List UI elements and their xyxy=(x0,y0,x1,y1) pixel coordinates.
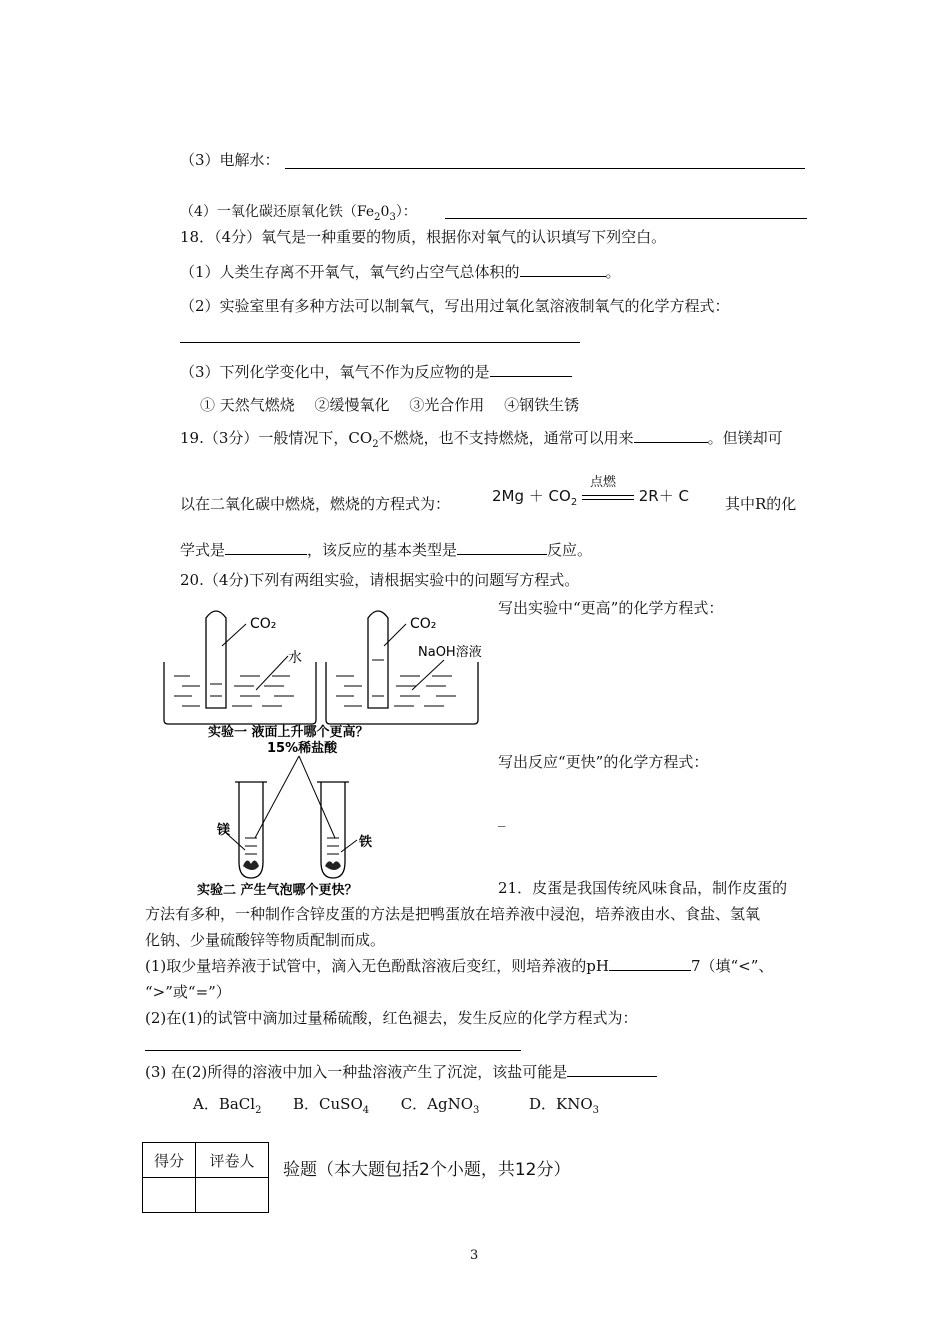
answer-line xyxy=(145,1050,521,1051)
q19-line2b: 其中R的化 xyxy=(725,495,797,513)
experiment2-figure xyxy=(195,738,425,900)
answer-blank xyxy=(225,540,307,555)
q20-stem: 20.（4分)下列有两组实验，请根据实验中的问题写方程式。 xyxy=(180,571,580,589)
q21-stem-a: 21．皮蛋是我国传统风味食品，制作皮蛋的 xyxy=(498,879,788,897)
q19-line3: 学式是 ，该反应的基本类型是 反应。 xyxy=(180,541,593,559)
fe-label: 铁 xyxy=(359,835,373,850)
acid-label: 15%稀盐酸 xyxy=(267,741,338,756)
q20-prompt2: 写出反应“更快”的化学方程式： xyxy=(498,753,709,771)
answer-blank xyxy=(567,1062,657,1077)
reaction-arrow: 点燃 xyxy=(582,487,634,507)
score-cell[interactable] xyxy=(143,1178,196,1213)
water-label: 水 xyxy=(288,650,302,666)
naoh-label: NaOH溶液 xyxy=(418,645,482,660)
q17-item3: （3）电解水： xyxy=(180,151,280,169)
answer-line xyxy=(285,168,805,169)
q18-options: ① 天然气燃烧 ②缓慢氧化 ③光合作用 ④钢铁生锈 xyxy=(200,396,580,414)
experiment1-figure xyxy=(160,600,490,740)
q21-stem-b: 方法有多种，一种制作含锌皮蛋的方法是把鸭蛋放在培养液中浸泡，培养液由水、食盐、氢氧 xyxy=(145,905,761,923)
q18-item3: （3）下列化学变化中，氧气不作为反应物的是 xyxy=(180,362,572,382)
q21-item2: (2)在(1)的试管中滴加过量稀硫酸，红色褪去，发生反应的化学方程式为： xyxy=(145,1009,638,1027)
q18-item1: （1）人类生存离不开氧气，氧气约占空气总体积的 。 xyxy=(180,263,621,281)
page-number: 3 xyxy=(470,1248,479,1263)
answer-blank xyxy=(457,540,547,555)
grader-cell[interactable] xyxy=(196,1178,269,1213)
answer-blank xyxy=(490,362,572,377)
q20-dash: _ xyxy=(498,809,506,827)
q21-item1-cont: “>”或“=”） xyxy=(145,983,231,1001)
q18-stem: 18．（4分）氧气是一种重要的物质，根据你对氧气的认识填写下列空白。 xyxy=(180,228,667,246)
q19-line2a: 以在二氧化碳中燃烧，燃烧的方程式为： xyxy=(180,495,451,513)
q21-stem-c: 化钠、少量硫酸锌等物质配制而成。 xyxy=(145,931,386,949)
score-table xyxy=(142,1142,269,1213)
q19-line1: 19.（3分）一般情况下，$CO_2$不燃烧，也不支持燃烧，通常可以用来 。但镁却可 xyxy=(180,429,783,450)
q21-item1: (1)取少量培养液于试管中，滴入无色酚酞溶液后变红，则培养液的pH 7（填“<”、 xyxy=(145,957,774,975)
answer-line xyxy=(180,342,580,343)
answer-blank xyxy=(634,428,708,443)
experiment2-caption: 实验二 产生气泡哪个更快？ xyxy=(197,883,358,898)
q21-item3: (3) 在(2)所得的溶液中加入一种盐溶液产生了沉淀，该盐可能是 xyxy=(145,1062,657,1082)
answer-line xyxy=(445,218,807,219)
experiment1-caption: 实验一 液面上升哪个更高？ xyxy=(208,725,369,740)
q18-item2: （2）实验室里有多种方法可以制氧气，写出用过氧化氢溶液制氧气的化学方程式： xyxy=(180,297,730,315)
mg-label: 镁 xyxy=(217,823,231,838)
section-title: 验题（本大题包括2个小题，共12分） xyxy=(283,1160,571,1180)
combustion-equation: $2Mg + CO_2$ 点燃 2R＋ C xyxy=(492,474,689,508)
answer-blank xyxy=(520,262,606,277)
co2-label-right: CO₂ xyxy=(410,616,437,632)
answer-blank xyxy=(609,956,691,971)
q21-options: A．BaCl$_2$ B．CuSO$_4$ C．AgNO$_3$ D．$KNO_3$ xyxy=(193,1095,599,1116)
q20-prompt1: 写出实验中“更高”的化学方程式： xyxy=(498,599,724,617)
score-header: 得分 xyxy=(143,1143,196,1178)
co2-label-left: CO₂ xyxy=(250,616,277,632)
q17-item4: （4）一氧化碳还原氧化铁$(Fe_20_3)$： xyxy=(180,204,417,223)
grader-header: 评卷人 xyxy=(196,1143,269,1178)
